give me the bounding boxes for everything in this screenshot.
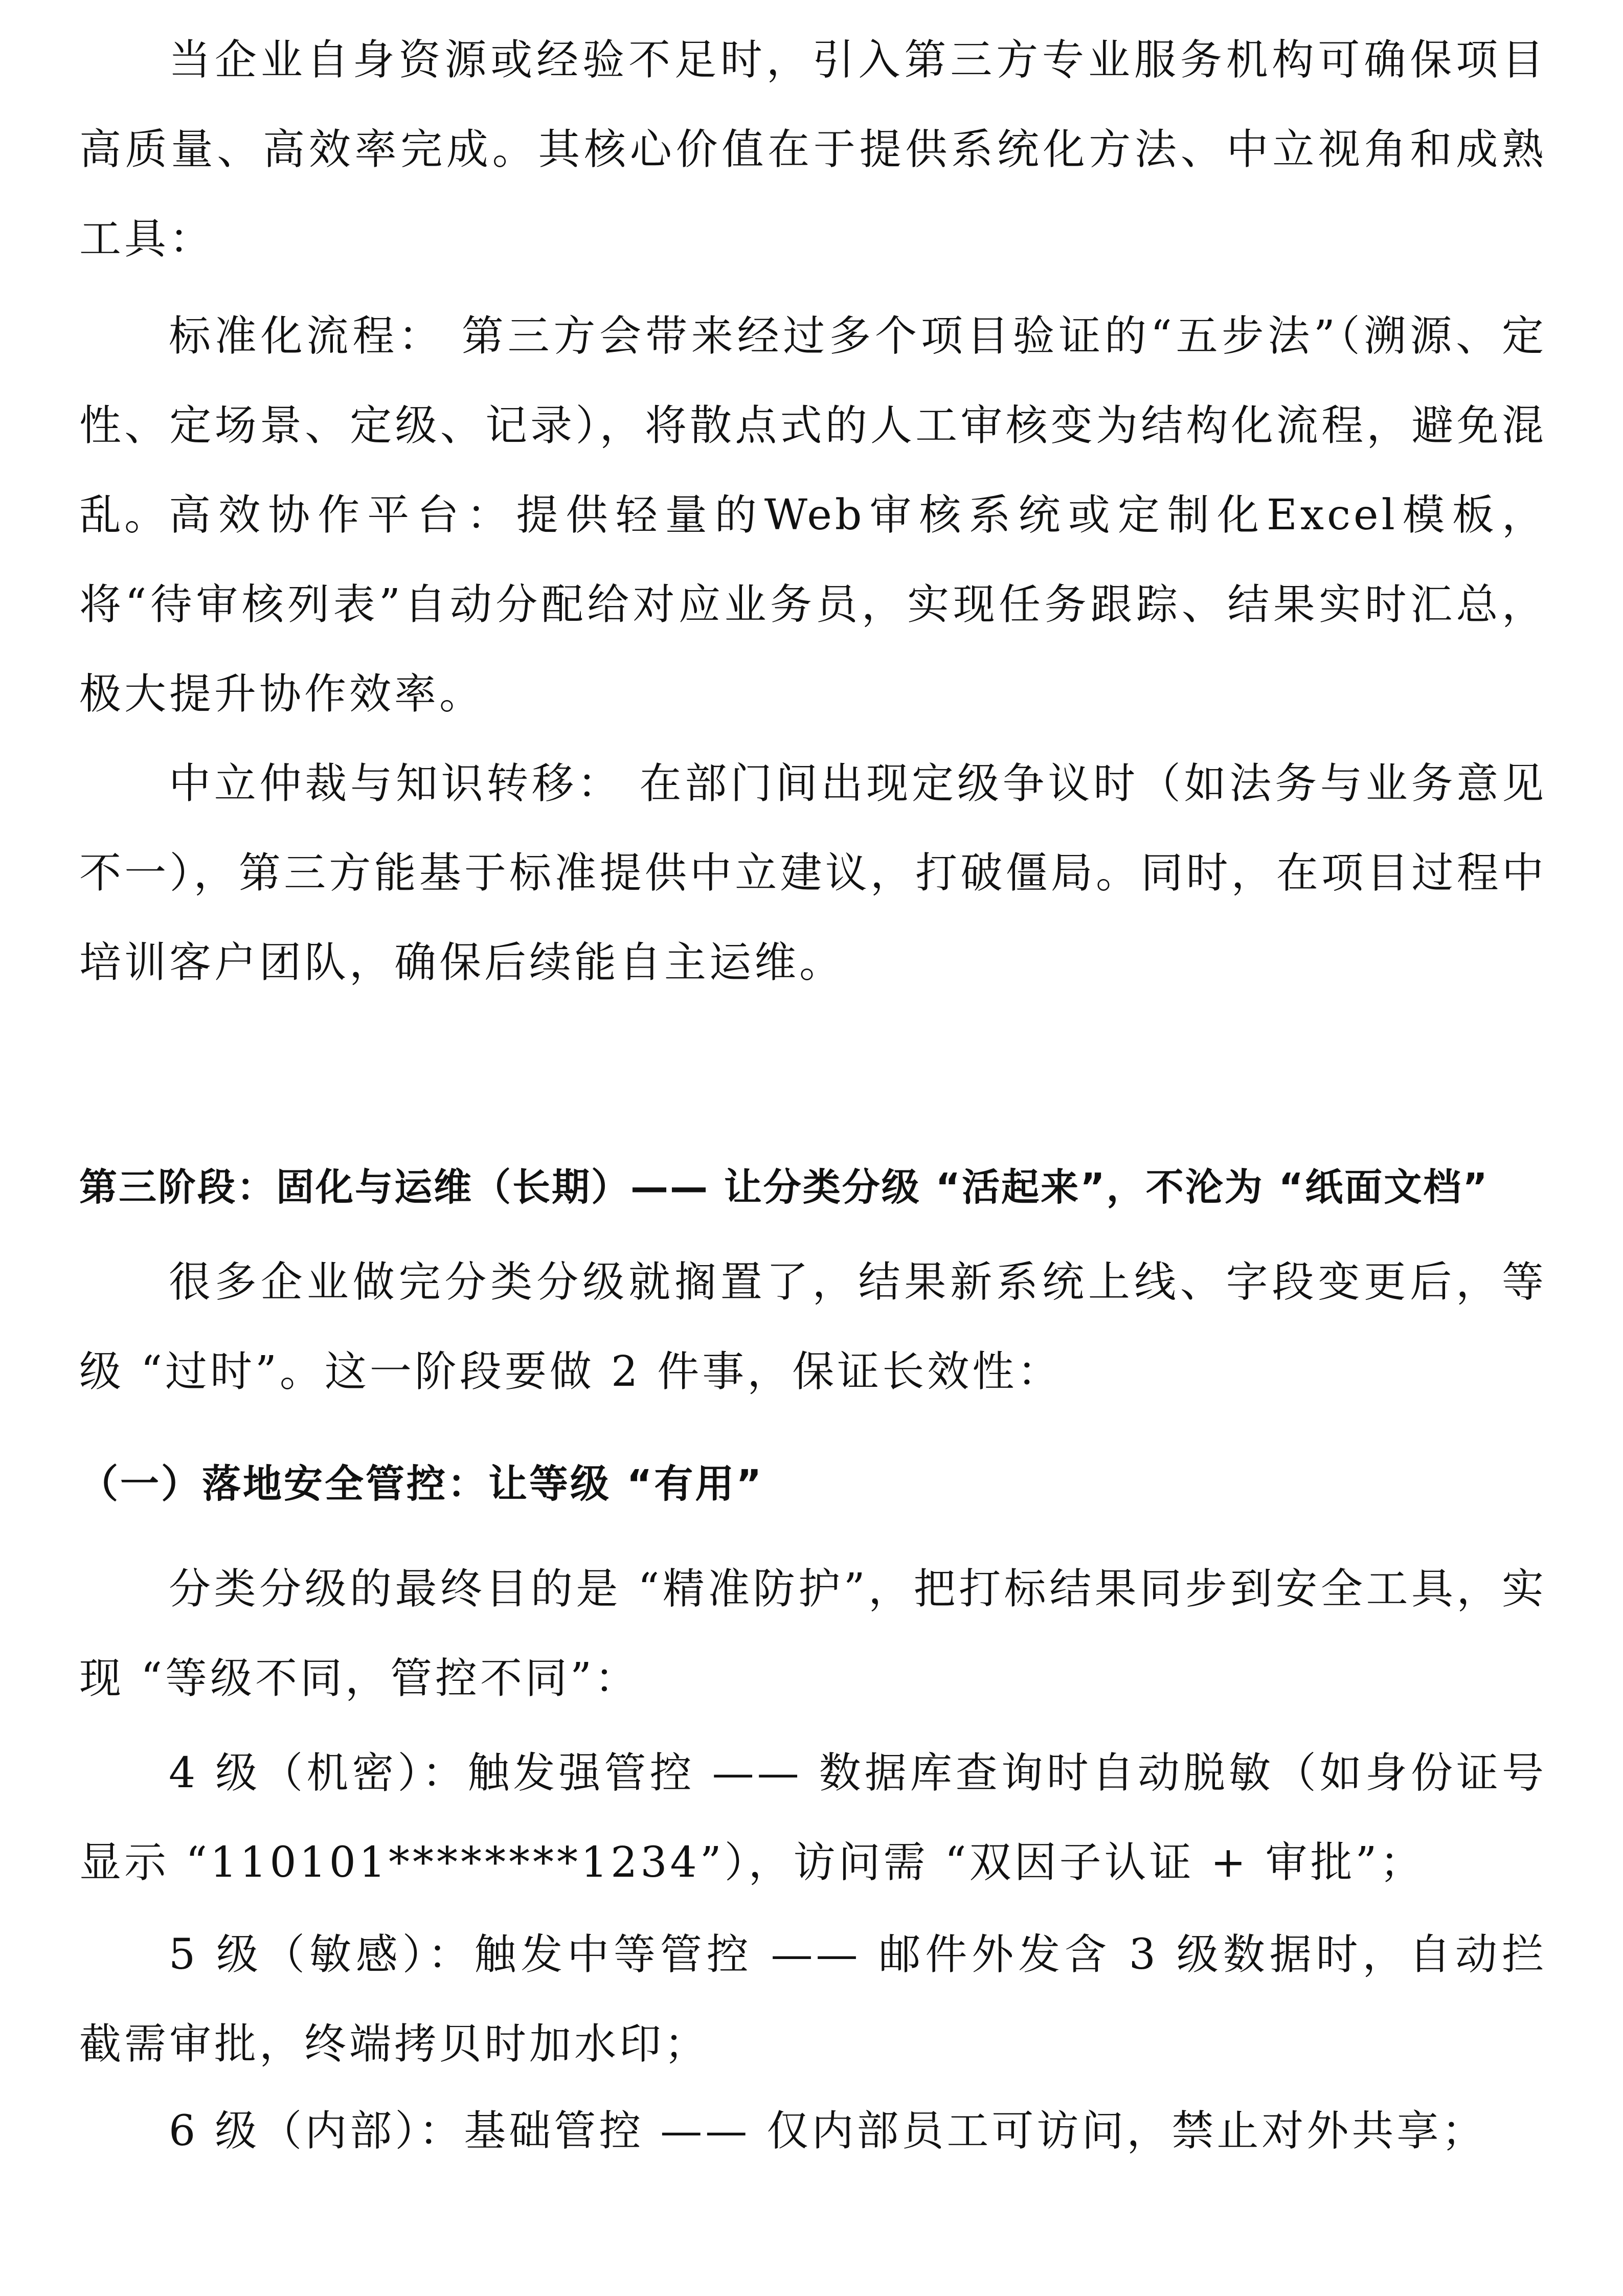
item-standard-process: 标准化流程： 第三方会带来经过多个项目验证的“五步法”（溯源、定性、定场景、定级、记录），将散点式的人工审核变为结构化流程，避免混乱。 — [79, 312, 1547, 539]
item-collaboration-platform: 高效协作平台：提供轻量的Web审核系统或定制化Excel模板，将“待审核列表”自动分配给对应业务员，实现任务跟踪、结果实时汇总，极大提升协作效率。 — [79, 491, 1547, 718]
sub-heading: （一）落地安全管控：让等级 “有用” — [79, 1461, 764, 1506]
level-5-item: 5 级（敏感）：触发中等管控 —— 邮件外发含 3 级数据时，自动拦截需审批，终端拷贝时加水印； — [79, 1930, 1547, 2068]
item-neutral-arbitration: 中立仲裁与知识转移： 在部门间出现定级争议时（如法务与业务意见不一），第三方能基于标准提供中立建议，打破僵局。同时，在项目过程中培训客户团队，确保后续能自主运维。 — [79, 759, 1547, 987]
level-6-item: 6 级（内部）：基础管控 —— 仅内部员工可访问，禁止对外共享； — [169, 2107, 1487, 2155]
intro-paragraph: 当企业自身资源或经验不足时，引入第三方专业服务机构可确保项目高质量、高效率完成。其核心价值在于提供系统化方法、中立视角和成熟工具： — [79, 36, 1547, 263]
level-4-item: 4 级（机密）：触发强管控 —— 数据库查询时自动脱敏（如身份证号显示 “110101********1234”），访问需 “双因子认证 + 审批”； — [79, 1749, 1547, 1887]
control-intro-paragraph: 分类分级的最终目的是 “精准防护”，把打标结果同步到安全工具，实现 “等级不同，管控不同”： — [79, 1565, 1547, 1703]
stage-heading: 第三阶段：固化与运维（长期）—— 让分类分级 “活起来”，不沦为 “纸面文档” — [79, 1165, 1489, 1209]
stage-intro-paragraph: 很多企业做完分类分级就搁置了，结果新系统上线、字段变更后，等级 “过时”。这一阶段要做 2 件事，保证长效性： — [79, 1258, 1547, 1396]
